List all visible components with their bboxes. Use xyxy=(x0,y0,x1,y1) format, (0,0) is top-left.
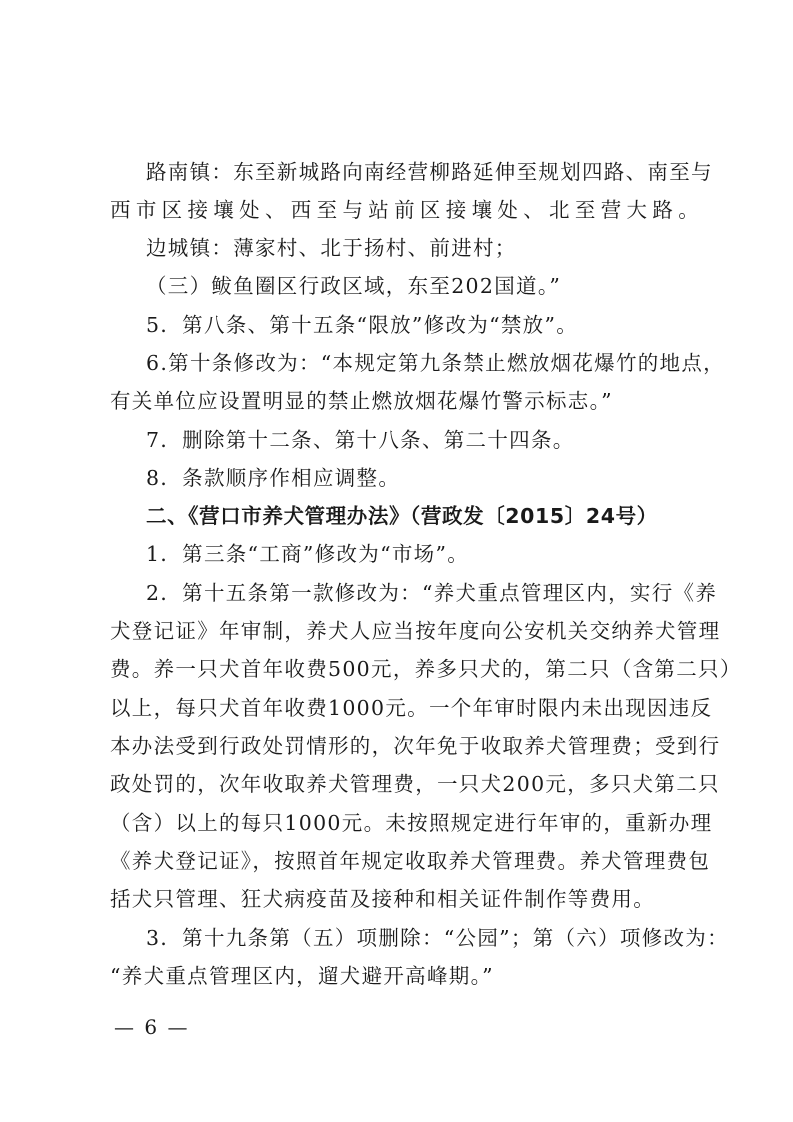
text-line: （含）以上的每只1000元。未按照规定进行年审的，重新办理 xyxy=(110,811,713,835)
text-line: 有关单位应设置明显的禁止燃放烟花爆竹警示标志。” xyxy=(110,389,613,413)
text-line: 本办法受到行政处罚情形的，次年免于收取养犬管理费；受到行 xyxy=(110,734,721,758)
text-line: 边城镇：薄家村、北于扬村、前进村； xyxy=(146,236,517,260)
text-line: 5．第八条、第十五条“限放”修改为“禁放”。 xyxy=(146,313,579,337)
text-line: 费。养一只犬首年收费500元，养多只犬的，第二只（含第二只） xyxy=(110,657,742,681)
text-line: 7．删除第十二条、第十八条、第二十四条。 xyxy=(146,428,575,452)
text-line: 政处罚的，次年收取养犬管理费，一只犬200元，多只犬第二只 xyxy=(110,772,720,796)
text-line: 《养犬登记证》，按照首年规定收取养犬管理费。养犬管理费包 xyxy=(110,849,711,873)
text-line: 3．第十九条第（五）项删除：“公园”；第（六）项修改为： xyxy=(146,926,729,950)
page-number: — 6 — xyxy=(114,1015,190,1039)
text-line: （三）鲅鱼圈区行政区域，东至202国道。” xyxy=(146,274,562,298)
text-line: 路南镇：东至新城路向南经营柳路延伸至规划四路、南至与 xyxy=(146,160,713,184)
text-line: 西市区接壤处、西至与站前区接壤处、北至营大路。 xyxy=(110,198,700,222)
section-heading: 二、《营口市养犬管理办法》（营政发〔2015〕24号） xyxy=(146,504,658,528)
text-line: 以上，每只犬首年收费1000元。一个年审时限内未出现因违反 xyxy=(110,696,713,720)
text-line: 2．第十五条第一款修改为：“养犬重点管理区内，实行《养 xyxy=(146,581,718,605)
text-line: 1．第三条“工商”修改为“市场”。 xyxy=(146,542,470,566)
text-line: “养犬重点管理区内，遛犬避开高峰期。” xyxy=(110,964,494,988)
text-line: 犬登记证》年审制，养犬人应当按年度向公安机关交纳养犬管理 xyxy=(110,619,721,643)
text-line: 8．条款顺序作相应调整。 xyxy=(146,466,401,490)
text-line: 6.第十条修改为：“本规定第九条禁止燃放烟花爆竹的地点， xyxy=(146,351,725,375)
text-line: 括犬只管理、狂犬病疫苗及接种和相关证件制作等费用。 xyxy=(110,887,655,911)
